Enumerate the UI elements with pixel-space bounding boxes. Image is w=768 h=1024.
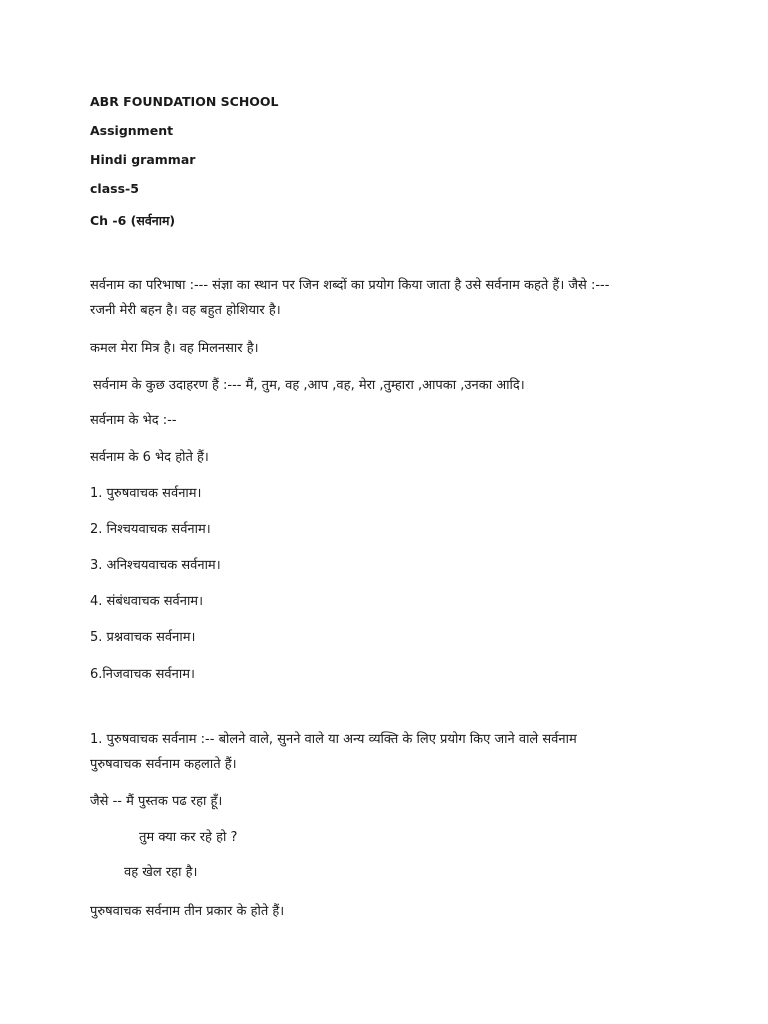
purush-line-1: 1. पुरुषवाचक सर्वनाम :-- बोलने वाले, सुनने वाले या अन्य व्यक्ति के लिए प्रयोग किए जाने वाले सर्वनाम xyxy=(90,732,577,747)
chapter-label: Ch -6 (सर्वनाम) xyxy=(90,213,176,228)
definition-line-1: सर्वनाम का परिभाषा :--- संज्ञा का स्थान पर जिन शब्दों का प्रयोग किया जाता है उसे सर्वनाम कहते हैं। जैसे :--- xyxy=(90,278,610,293)
class-label: class-5 xyxy=(90,181,139,196)
type-item-2: 2. निश्चयवाचक सर्वनाम। xyxy=(90,522,211,537)
assignment-label: Assignment xyxy=(90,123,174,138)
subject-label: Hindi grammar xyxy=(90,152,196,167)
purush-footer: पुरुषवाचक सर्वनाम तीन प्रकार के होते हैं। xyxy=(90,904,285,919)
purush-example-3: वह खेल रहा है। xyxy=(124,865,198,880)
type-item-1: 1. पुरुषवाचक सर्वनाम। xyxy=(90,486,202,501)
type-item-4: 4. संबंधवाचक सर्वनाम। xyxy=(90,594,204,609)
school-name: ABR FOUNDATION SCHOOL xyxy=(90,94,279,109)
purush-line-2: पुरुषवाचक सर्वनाम कहलाते हैं। xyxy=(90,757,237,772)
types-count: सर्वनाम के 6 भेद होते हैं। xyxy=(90,450,209,465)
purush-example-1: जैसे -- मैं पुस्तक पढ रहा हूँ। xyxy=(90,794,223,809)
definition-line-2: रजनी मेरी बहन है। वह बहुत होशियार है। xyxy=(90,303,281,318)
examples-list: सर्वनाम के कुछ उदाहरण हैं :--- मैं, तुम, वह ,आप ,वह, मेरा ,तुम्हारा ,आपका ,उनका आदि। xyxy=(93,378,525,393)
type-item-3: 3. अनिश्चयवाचक सर्वनाम। xyxy=(90,558,221,573)
type-item-6: 6.निजवाचक सर्वनाम। xyxy=(90,667,195,682)
type-item-5: 5. प्रश्नवाचक सर्वनाम। xyxy=(90,630,196,645)
types-heading: सर्वनाम के भेद :-- xyxy=(90,413,177,428)
example-line: कमल मेरा मित्र है। वह मिलनसार है। xyxy=(90,341,259,356)
purush-example-2: तुम क्या कर रहे हो ? xyxy=(139,830,238,845)
